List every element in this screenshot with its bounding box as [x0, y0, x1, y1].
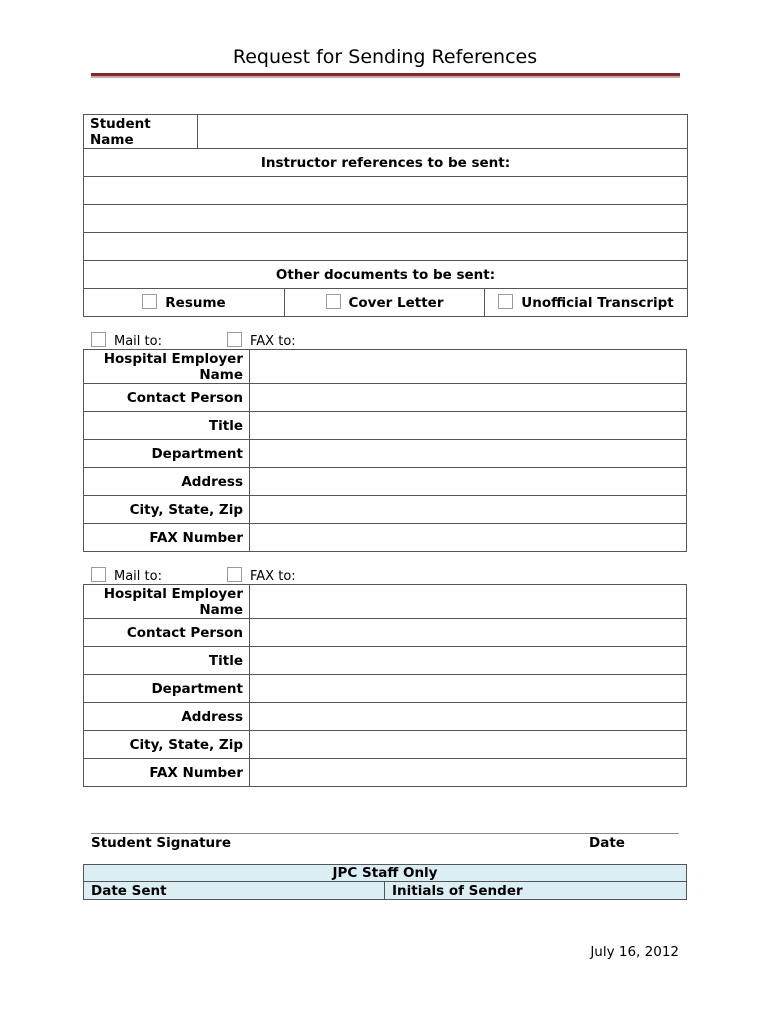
- fax-number-field[interactable]: [250, 759, 687, 787]
- department-field[interactable]: [250, 675, 687, 703]
- transcript-option[interactable]: [485, 289, 688, 317]
- employer-table: [83, 584, 687, 787]
- mail-to-checkbox[interactable]: [91, 567, 106, 582]
- fax-number-label: FAX Number: [84, 759, 250, 787]
- city-state-zip-field[interactable]: [250, 731, 687, 759]
- city-state-zip-field[interactable]: [250, 496, 687, 524]
- staff-only-header: JPC Staff Only: [84, 865, 687, 882]
- student-name-label: Student Name: [84, 115, 198, 149]
- date-label: Date: [589, 835, 625, 851]
- fax-to-label: FAX to:: [250, 569, 296, 584]
- cover-letter-option[interactable]: [285, 289, 485, 317]
- transcript-checkbox[interactable]: [498, 294, 513, 309]
- fax-number-label: FAX Number: [84, 524, 250, 552]
- address-label: Address: [84, 703, 250, 731]
- employer-name-field[interactable]: [250, 585, 687, 619]
- cover-letter-checkbox[interactable]: [326, 294, 341, 309]
- address-field[interactable]: [250, 468, 687, 496]
- transcript-label: Unofficial Transcript: [521, 295, 674, 311]
- instructor-ref-field[interactable]: [84, 177, 688, 205]
- student-name-field[interactable]: [198, 115, 688, 149]
- fax-to-checkbox[interactable]: [227, 567, 242, 582]
- title-label: Title: [84, 647, 250, 675]
- fax-number-field[interactable]: [250, 524, 687, 552]
- instructor-ref-field[interactable]: [84, 233, 688, 261]
- employer-name-label: Hospital Employer Name: [84, 350, 250, 384]
- contact-person-field[interactable]: [250, 384, 687, 412]
- employer-name-label: Hospital Employer Name: [84, 585, 250, 619]
- mail-to-label: Mail to:: [114, 334, 162, 349]
- signature-line[interactable]: [91, 833, 679, 834]
- address-label: Address: [84, 468, 250, 496]
- department-label: Department: [84, 675, 250, 703]
- title-label: Title: [84, 412, 250, 440]
- contact-person-label: Contact Person: [84, 384, 250, 412]
- department-label: Department: [84, 440, 250, 468]
- page-title: Request for Sending References: [232, 46, 538, 68]
- date-sent-label: Date Sent: [84, 882, 385, 900]
- references-table: [83, 114, 688, 317]
- title-divider: [91, 73, 680, 78]
- city-state-zip-label: City, State, Zip: [84, 731, 250, 759]
- resume-checkbox[interactable]: [142, 294, 157, 309]
- resume-label: Resume: [165, 295, 226, 311]
- title-field[interactable]: [250, 647, 687, 675]
- fax-to-checkbox[interactable]: [227, 332, 242, 347]
- staff-only-table: [83, 864, 687, 900]
- title-field[interactable]: [250, 412, 687, 440]
- footer-date: July 16, 2012: [590, 944, 679, 960]
- fax-to-label: FAX to:: [250, 334, 296, 349]
- other-docs-label: Other documents to be sent:: [84, 261, 688, 289]
- address-field[interactable]: [250, 703, 687, 731]
- city-state-zip-label: City, State, Zip: [84, 496, 250, 524]
- cover-letter-label: Cover Letter: [348, 295, 444, 311]
- contact-person-label: Contact Person: [84, 619, 250, 647]
- initials-label: Initials of Sender: [385, 882, 687, 900]
- employer-name-field[interactable]: [250, 350, 687, 384]
- mail-to-label: Mail to:: [114, 569, 162, 584]
- employer-table: [83, 349, 687, 552]
- department-field[interactable]: [250, 440, 687, 468]
- instructor-refs-label: Instructor references to be sent:: [84, 149, 688, 177]
- mail-to-checkbox[interactable]: [91, 332, 106, 347]
- resume-option[interactable]: [84, 289, 285, 317]
- contact-person-field[interactable]: [250, 619, 687, 647]
- student-signature-label: Student Signature: [91, 835, 231, 851]
- instructor-ref-field[interactable]: [84, 205, 688, 233]
